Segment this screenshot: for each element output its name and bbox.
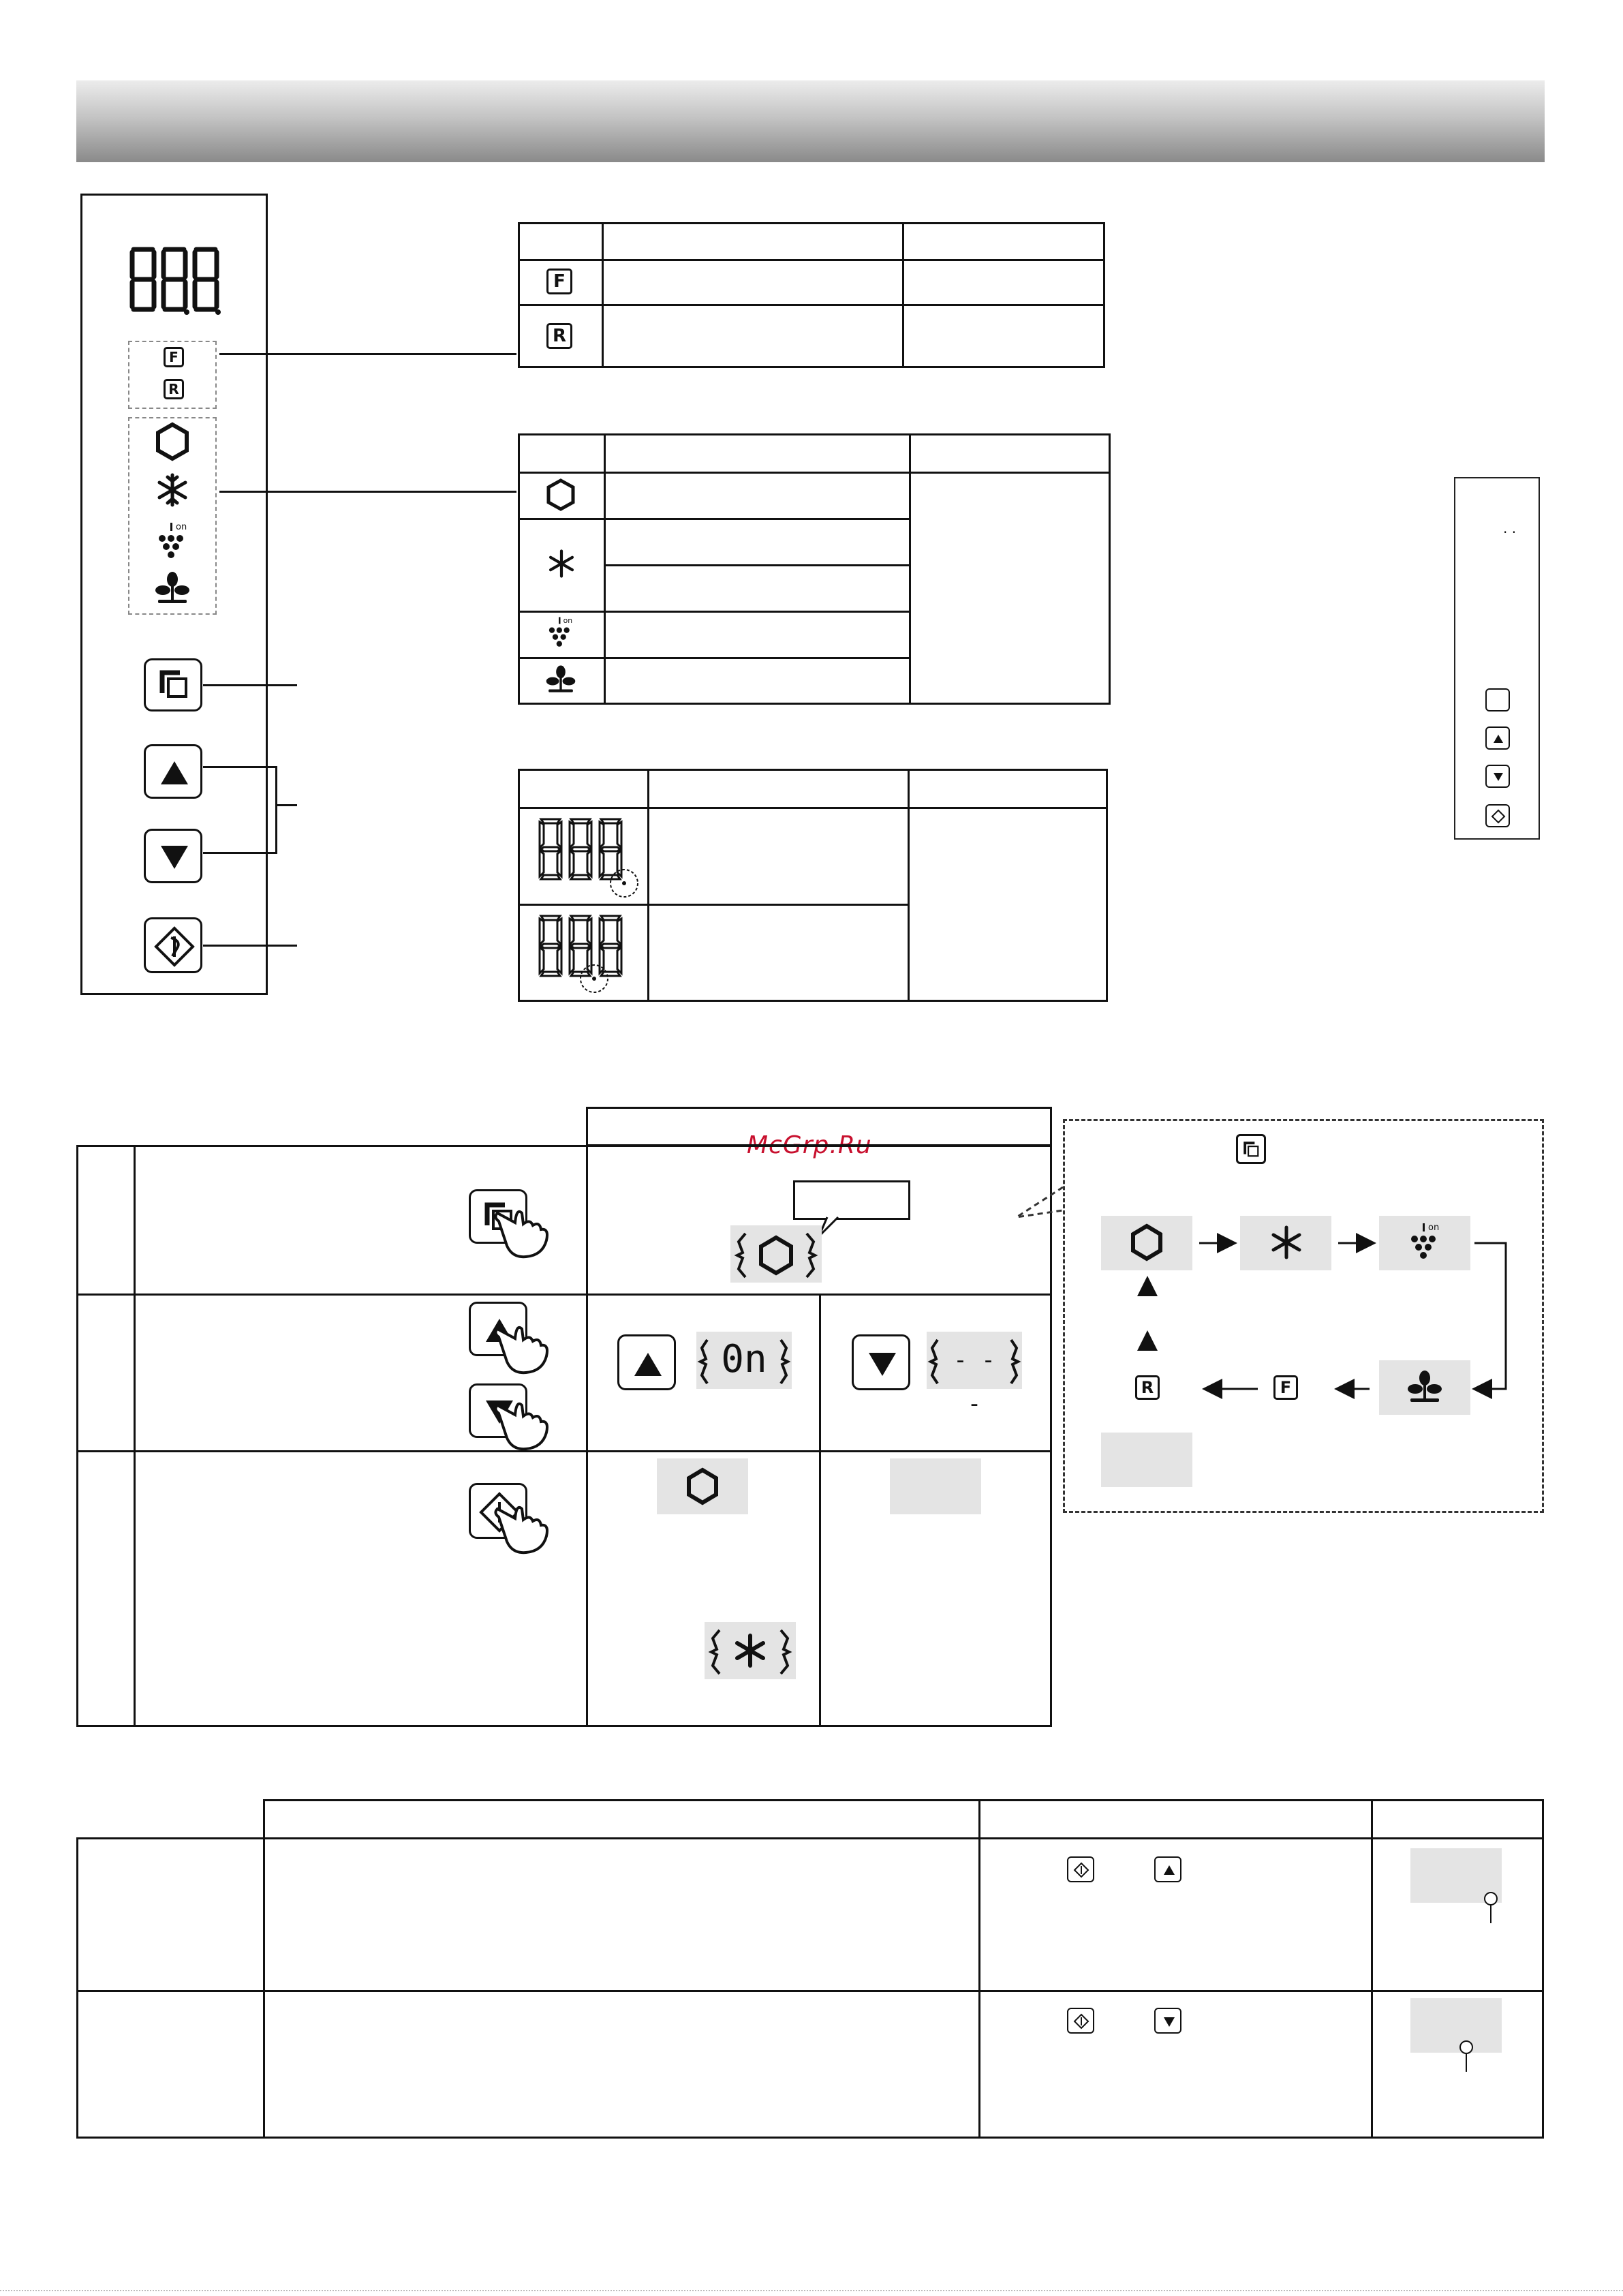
on-display <box>696 1332 792 1389</box>
mini-mode-key <box>1485 688 1510 711</box>
grapes-ion-icon <box>154 521 195 562</box>
connector-line <box>275 766 277 854</box>
connector-line <box>203 684 297 686</box>
mini-panel-dots: . . <box>1503 520 1517 536</box>
connector-line <box>203 945 297 947</box>
cycle-f: F <box>1273 1375 1298 1400</box>
cycle-r: R <box>1135 1375 1160 1400</box>
table-rule <box>518 304 1105 306</box>
table-rule <box>586 1145 588 1727</box>
table-rule <box>647 769 649 1002</box>
hand-pointer-icon <box>492 1201 574 1262</box>
svg-text:on: on <box>1428 1223 1440 1233</box>
table-rule <box>978 1799 980 2139</box>
table-rule <box>76 1990 1544 1992</box>
connector-line <box>219 491 516 493</box>
off-display <box>927 1332 1022 1418</box>
callout-dashed-pointer <box>1014 1186 1068 1220</box>
callout-box <box>793 1180 910 1220</box>
mini-down-key <box>1485 765 1510 788</box>
hexagon-icon <box>155 423 189 461</box>
table-rule <box>604 564 910 566</box>
down-button[interactable] <box>144 829 202 883</box>
table-rule <box>76 1837 1544 1839</box>
start-icon <box>154 926 195 967</box>
grapes-ion-icon <box>545 615 579 650</box>
row2-down-key <box>1154 2008 1181 2034</box>
row1-start-key <box>1067 1856 1094 1882</box>
hexagon-result-display <box>657 1458 748 1514</box>
leaf-icon <box>154 570 191 607</box>
table-rule <box>518 472 1111 474</box>
f-symbol: F <box>546 269 572 294</box>
row2-dot-display <box>1410 1998 1502 2053</box>
leaf-icon <box>545 664 576 695</box>
connector-line <box>203 766 277 768</box>
table-rule <box>604 433 606 705</box>
table-rule <box>134 1145 136 1727</box>
snowflake-icon <box>547 549 576 578</box>
seven-segment-display <box>129 247 225 315</box>
table-rule <box>518 657 910 659</box>
off-display-text: - - - <box>953 1347 995 1418</box>
connector-line <box>203 852 277 854</box>
blink-hexagon-display <box>730 1225 822 1283</box>
row2-dot-pointer <box>1458 2039 1479 2073</box>
f-indicator: F <box>164 347 184 367</box>
hand-pointer-icon <box>492 1317 574 1378</box>
watermark: McGrp.Ru <box>747 1131 872 1159</box>
connector-line <box>275 804 297 806</box>
table-fr <box>518 222 1105 368</box>
table-rule <box>263 1799 1544 1801</box>
table-rule <box>819 1294 821 1727</box>
display-dot-right-icon <box>537 816 639 898</box>
table-rule <box>518 904 909 906</box>
table-rule <box>908 769 910 1002</box>
table-rule <box>602 222 604 368</box>
mini-start-key <box>1485 804 1510 827</box>
up-arrow-icon <box>159 760 189 786</box>
table-rule <box>263 1799 265 2139</box>
steps-header-cell <box>586 1107 1052 1146</box>
bottom-table <box>76 1799 1544 2139</box>
down-arrow-icon <box>159 844 189 870</box>
r-symbol: R <box>546 323 572 349</box>
r-indicator: R <box>164 379 184 399</box>
step2-up-key-result <box>617 1334 676 1390</box>
table-rule <box>518 807 1108 809</box>
snowflake-icon <box>155 473 189 507</box>
table-modes <box>518 433 1111 705</box>
table-rule <box>1371 1799 1373 2139</box>
svg-text:on: on <box>563 615 573 625</box>
row2-start-key <box>1067 2008 1094 2034</box>
header-bar <box>76 80 1545 162</box>
blink-snowflake-display <box>705 1622 796 1679</box>
start-button[interactable] <box>144 917 202 973</box>
copy-mode-icon <box>159 670 189 700</box>
mode-select-button[interactable] <box>144 658 202 711</box>
table-rule <box>76 1294 1052 1296</box>
ion-label: on <box>176 522 187 532</box>
hexagon-icon <box>546 478 576 511</box>
table-rule <box>518 518 910 520</box>
step2-down-key-result <box>852 1334 910 1390</box>
row1-up-key <box>1154 1856 1181 1882</box>
up-button[interactable] <box>144 744 202 799</box>
table-rule <box>902 222 904 368</box>
table-rule <box>518 611 910 613</box>
table-rule <box>518 259 1105 261</box>
on-display-text: 0n <box>721 1337 767 1381</box>
connector-line <box>219 353 516 355</box>
hand-pointer-icon <box>492 1393 574 1454</box>
mini-up-key <box>1485 726 1510 750</box>
callout-pointer <box>818 1217 845 1238</box>
hand-pointer-icon <box>492 1497 574 1558</box>
display-dot-middle-icon <box>537 913 639 995</box>
cycle-arrows <box>1063 1119 1544 1513</box>
blank-result-display <box>890 1458 981 1514</box>
table-rule <box>909 433 911 705</box>
row1-dot-pointer <box>1483 1891 1503 1925</box>
page-bottom-rule <box>0 2290 1623 2291</box>
table-rule <box>76 1837 78 2139</box>
